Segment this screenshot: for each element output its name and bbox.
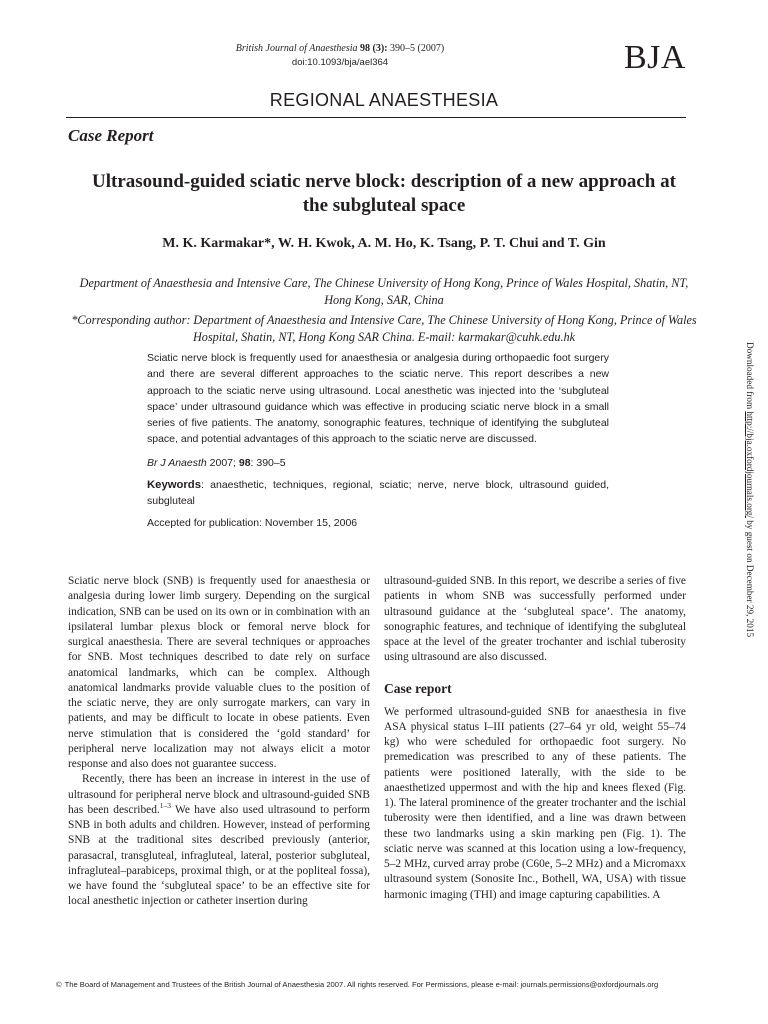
- body-text: Recently, there has been an increase in interest in the use of ultrasound for peripheral nerve block and ultrasound-guided SNB has been described.: [68, 773, 370, 816]
- journal-issue: (3):: [372, 43, 388, 54]
- body-paragraph: [68, 772, 370, 909]
- journal-name: British Journal of Anaesthesia: [235, 43, 358, 54]
- citation-journal: Br J Anaesth: [147, 457, 207, 469]
- body-paragraph: We performed ultrasound-guided SNB for anaesthesia in five ASA physical status I–III patients (27–64 yr old, weight 55–74 kg) who were scheduled for orthopaedic foot surgery. No premedication was prescribed to any of these patients. The patients were positioned laterally, with the side to be anaesthetized uppermost and with the hip and knees flexed (Fig. 1). The lateral prominence of the greater trochanter and the ischial tuberosity were then identified, and a line was drawn between these two landmarks using a skin marking pen (Fig. 1). The sciatic nerve was scanned at this location using a low-frequency, 5–2 MHz, curved array probe (C60e, 5–2 MHz) and a Micromaxx ultrasound system (Sonosite Inc., Bothell, WA, USA) with tissue harmonic imaging (THI) and image capturing capabilities. A: [384, 705, 686, 901]
- body-paragraph: Sciatic nerve block (SNB) is frequently used for anaesthesia or analgesia during lower limb surgery. Depending on the surgical indication, SNB can be used on its own or in combination with an ipsilateral lumbar plexus block or femoral nerve block for surgical anaesthesia. There are several techniques or approaches for SNB. Most techniques described to date rely on surface anatomical landmarks, which can be complex. Although anatomical landmarks provide valuable clues to the position of the sciatic nerve, they are only surrogate markers, can vary in patients, and may be difficult to locate in obese patients. Even nerve stimulation that is considered the ‘gold standard’ for peripheral nerve localization may not always elicit a motor response and also does not guarantee success.: [68, 575, 370, 770]
- affiliation: Department of Anaesthesia and Intensive Care, The Chinese University of Hong Kong, Prince of Wales Hospital, Shatin, NT, Hong Kong, SAR, China: [79, 276, 689, 307]
- keywords-label: Keywords: [147, 479, 201, 491]
- copyright-footer: [56, 980, 706, 989]
- journal-volume: 98: [360, 43, 371, 54]
- accepted-date: Accepted for publication: November 15, 2006: [147, 517, 358, 529]
- journal-citation-header: [190, 42, 490, 70]
- abstract-text: Sciatic nerve block is frequently used for anaesthesia or analgesia during orthopaedic foot surgery and there are several different approaches to the sciatic nerve. This report describes a new approach to the sciatic nerve using ultrasound. Local anesthetic was injected into the ‘subgluteal space’ under ultrasound guidance which was effective in producing sciatic nerve block in a small series of five patients. The anatomy, sonographic features, technique of identifying the subgluteal space, and potential advantages of this approach to the sciatic nerve are discussed.: [147, 352, 609, 446]
- abstract-citation: [147, 455, 609, 471]
- authors: M. K. Karmakar*, W. H. Kwok, A. M. Ho, K. Tsang, P. T. Chui and T. Gin: [162, 236, 606, 251]
- keywords: [147, 477, 609, 510]
- download-link[interactable]: http://bja.oxfordjournals.org/: [745, 411, 755, 518]
- journal-pages-year: 390–5 (2007): [390, 43, 445, 54]
- copyright-text: The Board of Management and Trustees of the British Journal of Anaesthesia 2007. All rights reserved. For Permissions, please e-mail: journals.permissions@oxfordjournals.org: [64, 980, 659, 989]
- download-notice: [745, 342, 755, 637]
- copyright-symbol: ©: [56, 980, 62, 989]
- citation-pages: : 390–5: [250, 457, 286, 469]
- citation-year: 2007;: [209, 457, 236, 469]
- keywords-list: : anaesthetic, techniques, regional, sciatic; nerve, nerve block, ultrasound guided, subgluteal: [147, 479, 609, 508]
- bja-logo: BJA: [624, 39, 686, 76]
- body-text: We have also used ultrasound to perform SNB in both adults and children. However, instead of performing SNB at the traditional sites described previously (anterior, parasacral, transgluteal, infragluteal, lateral, posterior subgluteal, infragluteal–parabiceps, proximal thigh, or at the popliteal fossa), we have found the ‘subgluteal space’ to be an effective site for local anesthetic injection or catheter insertion during: [68, 803, 370, 908]
- doi: doi:10.1093/bja/ael364: [291, 57, 389, 68]
- article-type: Case Report: [68, 126, 154, 145]
- body-paragraph: ultrasound-guided SNB. In this report, we describe a series of five patients in whom SNB was successfully performed under ultrasound guidance at the ‘subgluteal space’. The anatomy, sonographic features, and technique of identifying the subgluteal space at the level of the greater trochanter and ischial tuberosity using ultrasound are also discussed.: [384, 575, 686, 664]
- article-title: Ultrasound-guided sciatic nerve block: description of a new approach at the subgluteal space: [92, 171, 676, 216]
- section-title: REGIONAL ANAESTHESIA: [269, 90, 499, 110]
- body-column-right: [384, 574, 686, 903]
- download-suffix: by guest on December 29, 2015: [745, 517, 755, 638]
- download-sidebar: [738, 342, 758, 687]
- citation-volume: 98: [238, 457, 251, 469]
- body-column-left: [68, 574, 370, 910]
- header-divider: [66, 117, 686, 118]
- reference-marker[interactable]: 1–3: [159, 800, 171, 810]
- corresponding-author: *Corresponding author: Department of Anaesthesia and Intensive Care, The Chinese University of Hong Kong, Prince of Wales Hospital, Shatin, NT, Hong Kong SAR China. E-mail: karmakar@cuhk.edu.hk: [71, 313, 697, 344]
- download-prefix: Downloaded from: [745, 342, 755, 412]
- section-heading-case-report: Case report: [384, 680, 452, 696]
